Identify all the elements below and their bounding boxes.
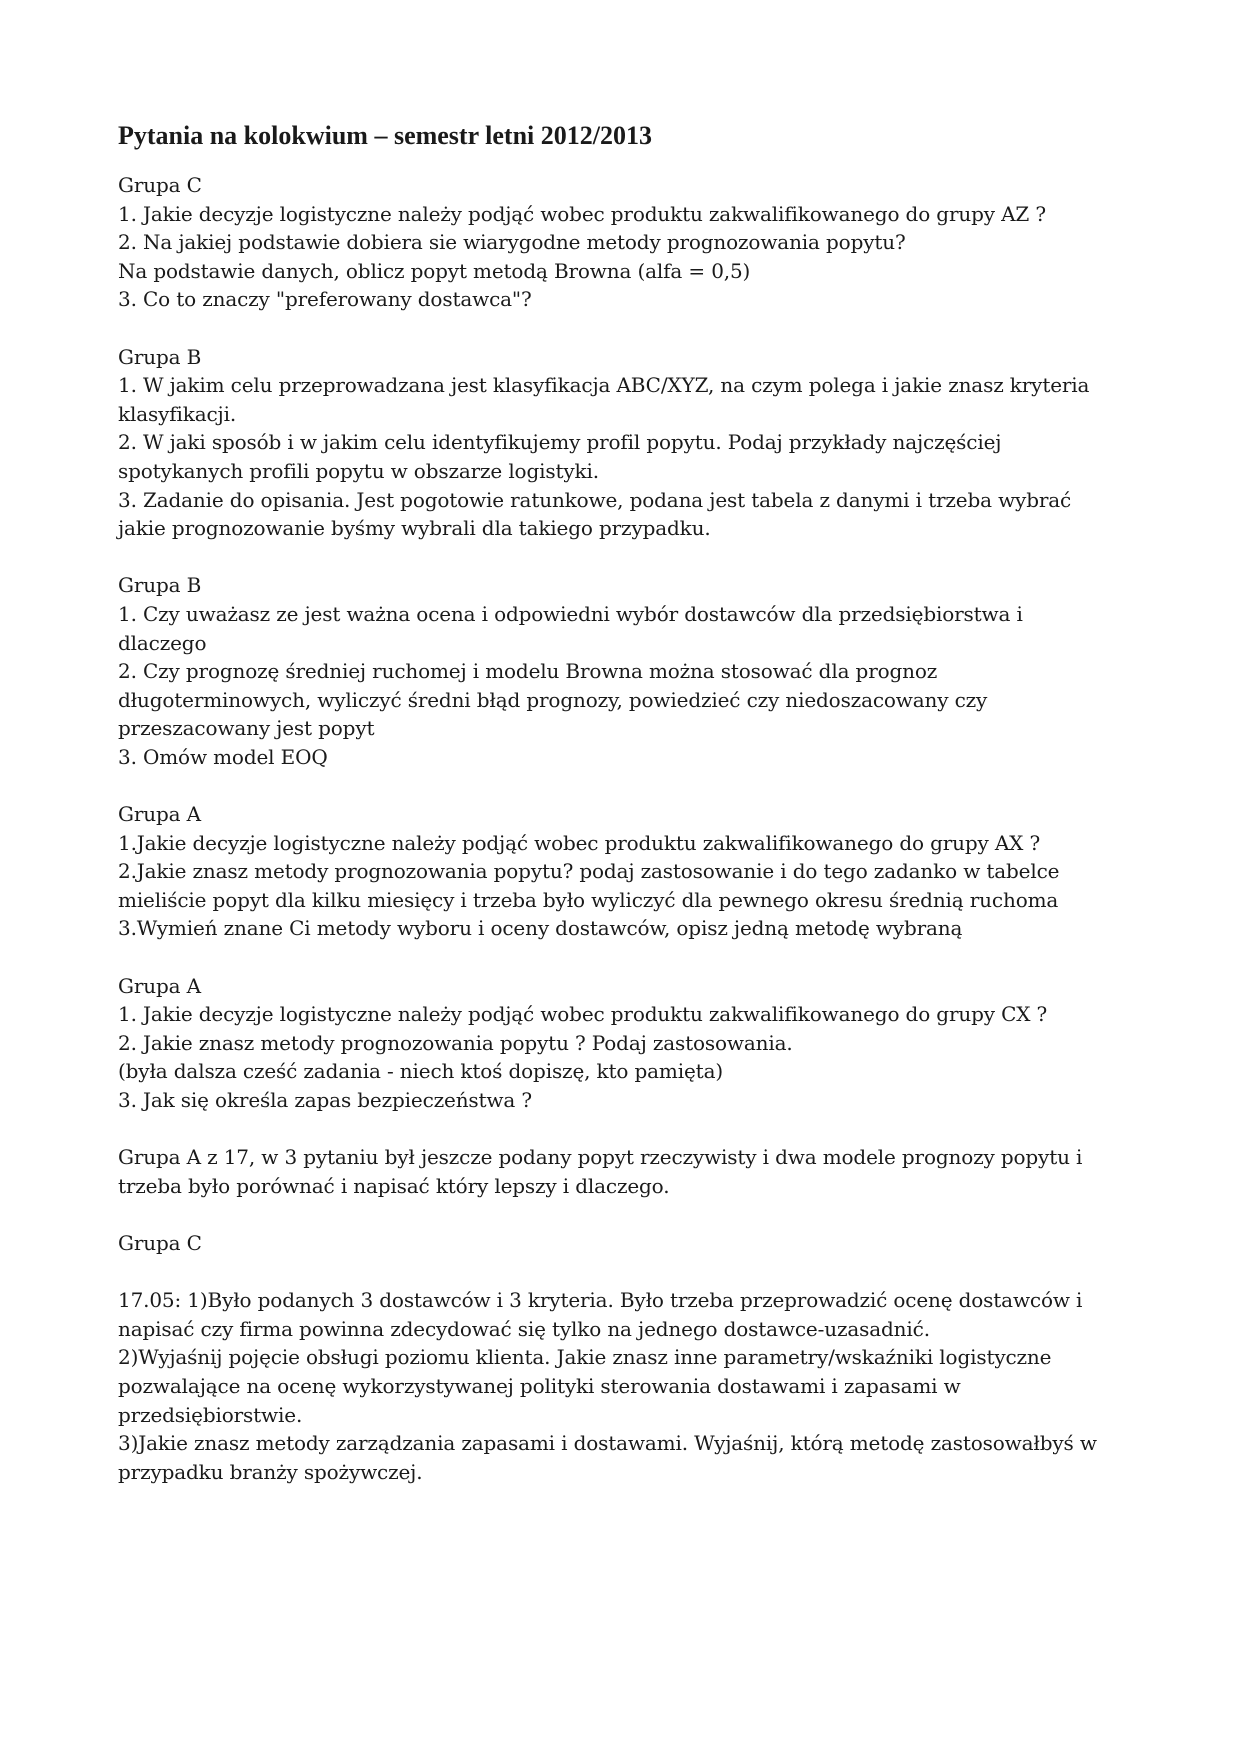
section-line: 2.Jakie znasz metody prognozowania popytu? podaj zastosowanie i do tego zadanko w tabelce [118, 859, 1060, 884]
section-line-first: Grupa B [118, 573, 202, 598]
section-line: 2)Wyjaśnij pojęcie obsługi poziomu klienta. Jakie znasz inne parametry/wskaźniki logistyczne [118, 1345, 1052, 1370]
section-line: 1. Jakie decyzje logistyczne należy podjąć wobec produktu zakwalifikowanego do grupy CX ? [118, 1002, 1048, 1027]
section-line: 3. Zadanie do opisania. Jest pogotowie ratunkowe, podana jest tabela z danymi i trzeba wybrać [118, 487, 1072, 512]
question-group-section [118, 343, 1128, 543]
section-line: klasyfikacji. [118, 401, 237, 426]
section-line: spotykanych profili popytu w obszarze logistyki. [118, 458, 599, 483]
section-line: przypadku branży spożywczej. [118, 1459, 423, 1484]
question-group-section [118, 1143, 1128, 1200]
question-group-section [118, 1286, 1128, 1486]
section-line: (była dalsza cześć zadania - niech ktoś dopiszę, kto pamięta) [118, 1059, 723, 1084]
section-line: pozwalające na ocenę wykorzystywanej polityki sterowania dostawami i zapasami w [118, 1373, 961, 1398]
section-line-first: Grupa A [118, 802, 201, 827]
question-group-section [118, 800, 1128, 943]
question-group-section [118, 171, 1128, 314]
question-group-section [118, 571, 1128, 771]
section-line: trzeba było porównać i napisać który lepszy i dlaczego. [118, 1173, 670, 1198]
section-line-first: Grupa C [118, 1230, 202, 1255]
section-line: 3.Wymień znane Ci metody wyboru i oceny dostawców, opisz jedną metodę wybraną [118, 916, 963, 941]
section-line-first: Grupa A [118, 973, 201, 998]
section-line-first: Grupa C [118, 173, 202, 197]
section-line: 3. Co to znaczy "preferowany dostawca"? [118, 287, 532, 312]
section-line: 1. W jakim celu przeprowadzana jest klasyfikacja ABC/XYZ, na czym polega i jakie znasz kryteria [118, 373, 1090, 398]
document-title: Pytania na kolokwium – semestr letni 2012/2013 [118, 121, 652, 150]
section-line: 2. Jakie znasz metody prognozowania popytu ? Podaj zastosowania. [118, 1030, 793, 1055]
section-line: jakie prognozowanie byśmy wybrali dla takiego przypadku. [118, 516, 711, 541]
section-line: 1. Czy uważasz ze jest ważna ocena i odpowiedni wybór dostawców dla przedsiębiorstwa i [118, 601, 1023, 626]
section-line: przeszacowany jest popyt [118, 716, 375, 741]
question-group-section [118, 972, 1128, 1115]
section-line: mieliście popyt dla kilku miesięcy i trzeba było wyliczyć dla pewnego okresu średnią ruchoma [118, 887, 1059, 912]
section-line: 3)Jakie znasz metody zarządzania zapasami i dostawami. Wyjaśnij, którą metodę zastosowałbyś w [118, 1431, 1097, 1456]
section-line-first: Grupa A z 17, w 3 pytaniu był jeszcze podany popyt rzeczywisty i dwa modele prognozy popytu i [118, 1145, 1083, 1170]
sections-container [118, 171, 1128, 1486]
document-page [118, 117, 1128, 1515]
section-line: 1.Jakie decyzje logistyczne należy podjąć wobec produktu zakwalifikowanego do grupy AX ? [118, 830, 1041, 855]
section-line-first: 17.05: 1)Było podanych 3 dostawców i 3 kryteria. Było trzeba przeprowadzić ocenę dostawców i [118, 1288, 1083, 1313]
section-line: długoterminowych, wyliczyć średni błąd prognozy, powiedzieć czy niedoszacowany czy [118, 687, 988, 712]
section-line: 2. Na jakiej podstawie dobiera sie wiarygodne metody prognozowania popytu? [118, 230, 906, 255]
section-line: 2. Czy prognozę średniej ruchomej i modelu Browna można stosować dla prognoz [118, 659, 938, 684]
question-group-section [118, 1229, 1128, 1258]
section-line: przedsiębiorstwie. [118, 1402, 303, 1427]
section-line-first: Grupa B [118, 344, 202, 369]
section-line: napisać czy firma powinna zdecydować się tylko na jednego dostawce-uzasadnić. [118, 1316, 930, 1341]
section-line: 3. Jak się określa zapas bezpieczeństwa ? [118, 1088, 532, 1112]
section-line: dlaczego [118, 630, 207, 655]
section-line: 2. W jaki sposób i w jakim celu identyfikujemy profil popytu. Podaj przykłady najczęściej [118, 430, 1002, 455]
section-line: Na podstawie danych, oblicz popyt metodą Browna (alfa = 0,5) [118, 258, 751, 283]
section-line: 1. Jakie decyzje logistyczne należy podjąć wobec produktu zakwalifikowanego do grupy AZ ? [118, 201, 1046, 226]
section-line: 3. Omów model EOQ [118, 744, 328, 769]
